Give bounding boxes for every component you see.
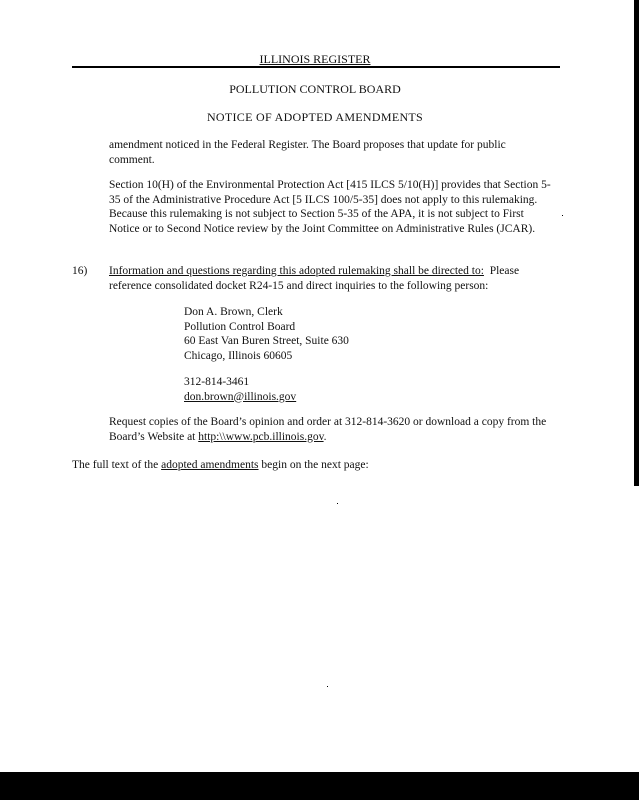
scan-edge-bar bbox=[634, 0, 639, 486]
notice-title: NOTICE OF ADOPTED AMENDMENTS bbox=[206, 110, 424, 124]
register-title: ILLINOIS REGISTER bbox=[259, 52, 371, 66]
paragraph-full-text bbox=[72, 458, 552, 473]
scan-bottom-bar bbox=[0, 772, 639, 800]
website-link[interactable]: http:\\www.pcb.illinois.gov bbox=[198, 430, 324, 443]
paragraph-section-10h: Section 10(H) of the Environmental Protection Act [415 ILCS 5/10(H)] provides that Section 5-35 of the Administrative Procedure Act [5 ILCS 100/5-35] does not apply to this rulemaking. Because this rulemaking is not subject to Section 5-35 of the APA, it is not subject to First Notice or to Second Notice review by the Joint Committee on Administrative Rules (JCAR). bbox=[109, 179, 551, 235]
inquiries-heading: Information and questions regarding this adopted rulemaking shall be directed to: bbox=[109, 265, 484, 277]
paragraph-federal-register: amendment noticed in the Federal Register. The Board proposes that update for public comment. bbox=[109, 139, 506, 166]
scan-speck bbox=[337, 503, 338, 504]
item-number: 16) bbox=[72, 265, 88, 277]
contact-name: Don A. Brown, Clerk bbox=[184, 306, 283, 318]
contact-city: Chicago, Illinois 60605 bbox=[184, 349, 293, 362]
contact-address bbox=[184, 305, 349, 363]
scan-speck bbox=[562, 215, 563, 216]
header-rule bbox=[72, 66, 560, 68]
request-copies-end: . bbox=[323, 430, 327, 443]
inquiries-text: Please reference consolidated docket R24-15 and direct inquiries to the following person: bbox=[109, 265, 520, 292]
full-text-start: The full text of the bbox=[72, 459, 159, 471]
paragraph-inquiries bbox=[109, 264, 554, 293]
full-text-amendments: adopted amendments bbox=[161, 459, 259, 471]
contact-org: Pollution Control Board bbox=[184, 320, 296, 333]
scan-speck bbox=[327, 686, 328, 687]
full-text-end: begin on the next page: bbox=[261, 459, 369, 471]
contact-details bbox=[184, 375, 296, 404]
contact-email[interactable]: don.brown@illinois.gov bbox=[184, 390, 297, 403]
board-title: POLLUTION CONTROL BOARD bbox=[229, 82, 401, 96]
paragraph-request-copies bbox=[109, 415, 554, 444]
contact-phone: 312-814-3461 bbox=[184, 376, 250, 388]
contact-street: 60 East Van Buren Street, Suite 630 bbox=[184, 335, 349, 347]
request-copies-text: Request copies of the Board’s opinion and order at 312-814-3620 or download a copy from the Board’s Website at bbox=[109, 416, 547, 443]
